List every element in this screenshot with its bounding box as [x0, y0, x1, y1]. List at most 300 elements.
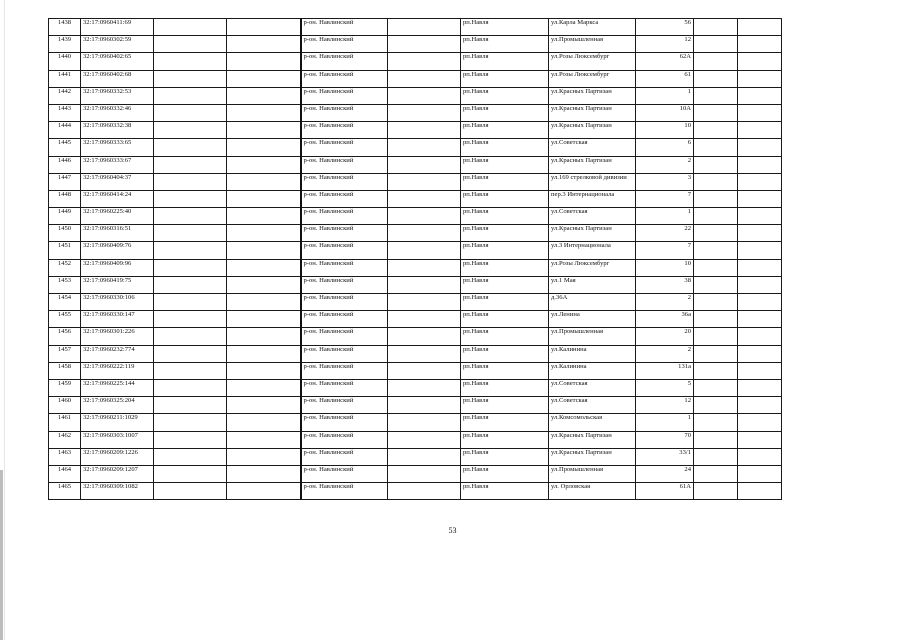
cadastral-number: 32:17:0960209:1207: [81, 465, 154, 482]
row-number: 1456: [49, 328, 81, 345]
house-number: 5: [636, 379, 694, 396]
table-row: [49, 414, 782, 431]
row-number: 1453: [49, 276, 81, 293]
empty-cell: [694, 328, 738, 345]
street: ул.Советская: [549, 397, 636, 414]
district: р-он. Навлинский: [301, 87, 388, 104]
street: пер.3 Интернационала: [549, 190, 636, 207]
row-number: 1459: [49, 379, 81, 396]
empty-cell: [694, 259, 738, 276]
empty-cell: [388, 242, 461, 259]
house-number: 56: [636, 19, 694, 36]
row-number: 1461: [49, 414, 81, 431]
row-number: 1457: [49, 345, 81, 362]
district: р-он. Навлинский: [301, 414, 388, 431]
cadastral-number: 32:17:0960225:144: [81, 379, 154, 396]
empty-cell: [227, 483, 301, 500]
house-number: 2: [636, 294, 694, 311]
table-row: [49, 465, 782, 482]
cadastral-number: 32:17:0960332:46: [81, 104, 154, 121]
empty-cell: [388, 19, 461, 36]
house-number: 3: [636, 173, 694, 190]
cadastral-number: 32:17:0960402:68: [81, 70, 154, 87]
row-number: 1446: [49, 156, 81, 173]
empty-cell: [154, 397, 227, 414]
empty-cell: [694, 53, 738, 70]
empty-cell: [388, 53, 461, 70]
empty-cell: [694, 345, 738, 362]
settlement: рп.Навля: [461, 397, 549, 414]
house-number: 1: [636, 87, 694, 104]
row-number: 1448: [49, 190, 81, 207]
empty-cell: [738, 414, 782, 431]
empty-cell: [738, 225, 782, 242]
settlement: рп.Навля: [461, 294, 549, 311]
house-number: 10: [636, 122, 694, 139]
street: ул.Калинина: [549, 345, 636, 362]
cadastral-number: 32:17:0960409:76: [81, 242, 154, 259]
street: ул.Советская: [549, 379, 636, 396]
table-row: [49, 19, 782, 36]
empty-cell: [694, 122, 738, 139]
settlement: рп.Навля: [461, 36, 549, 53]
cadastral-number: 32:17:0960232:774: [81, 345, 154, 362]
cadastral-number: 32:17:0960332:53: [81, 87, 154, 104]
row-number: 1455: [49, 311, 81, 328]
settlement: рп.Навля: [461, 70, 549, 87]
street: ул.Красных Партизан: [549, 156, 636, 173]
cadastral-number: 32:17:0960411:69: [81, 19, 154, 36]
empty-cell: [738, 311, 782, 328]
empty-cell: [227, 225, 301, 242]
district: р-он. Навлинский: [301, 225, 388, 242]
empty-cell: [694, 173, 738, 190]
empty-cell: [738, 70, 782, 87]
settlement: рп.Навля: [461, 431, 549, 448]
empty-cell: [738, 19, 782, 36]
district: р-он. Навлинский: [301, 465, 388, 482]
district: р-он. Навлинский: [301, 397, 388, 414]
house-number: 36а: [636, 311, 694, 328]
settlement: рп.Навля: [461, 379, 549, 396]
row-number: 1463: [49, 448, 81, 465]
empty-cell: [154, 259, 227, 276]
table-row: [49, 362, 782, 379]
street: ул.Красных Партизан: [549, 104, 636, 121]
table-row: [49, 87, 782, 104]
house-number: 2: [636, 156, 694, 173]
empty-cell: [738, 122, 782, 139]
empty-cell: [154, 328, 227, 345]
empty-cell: [154, 139, 227, 156]
empty-cell: [388, 362, 461, 379]
row-number: 1460: [49, 397, 81, 414]
street: ул.3 Интернационала: [549, 242, 636, 259]
street: ул. Орловская: [549, 483, 636, 500]
table-row: [49, 156, 782, 173]
empty-cell: [227, 465, 301, 482]
empty-cell: [227, 362, 301, 379]
house-number: 61: [636, 70, 694, 87]
cadastral-number: 32:17:0960330:106: [81, 294, 154, 311]
empty-cell: [694, 208, 738, 225]
empty-cell: [227, 36, 301, 53]
district: р-он. Навлинский: [301, 328, 388, 345]
settlement: рп.Навля: [461, 259, 549, 276]
empty-cell: [388, 122, 461, 139]
table-row: [49, 294, 782, 311]
empty-cell: [388, 87, 461, 104]
empty-cell: [694, 311, 738, 328]
settlement: рп.Навля: [461, 53, 549, 70]
empty-cell: [388, 379, 461, 396]
empty-cell: [388, 483, 461, 500]
settlement: рп.Навля: [461, 276, 549, 293]
settlement: рп.Навля: [461, 362, 549, 379]
empty-cell: [738, 448, 782, 465]
empty-cell: [738, 276, 782, 293]
empty-cell: [738, 242, 782, 259]
house-number: 10А: [636, 104, 694, 121]
district: р-он. Навлинский: [301, 431, 388, 448]
street: ул.Красных Партизан: [549, 431, 636, 448]
district: р-он. Навлинский: [301, 190, 388, 207]
empty-cell: [388, 36, 461, 53]
table-row: [49, 242, 782, 259]
house-number: 1: [636, 414, 694, 431]
empty-cell: [738, 208, 782, 225]
cadastral-number: 32:17:0960419:75: [81, 276, 154, 293]
house-number: 1: [636, 208, 694, 225]
table-row: [49, 311, 782, 328]
house-number: 12: [636, 36, 694, 53]
empty-cell: [388, 276, 461, 293]
settlement: рп.Навля: [461, 190, 549, 207]
district: р-он. Навлинский: [301, 104, 388, 121]
settlement: рп.Навля: [461, 122, 549, 139]
empty-cell: [154, 448, 227, 465]
house-number: 2: [636, 345, 694, 362]
empty-cell: [388, 311, 461, 328]
settlement: рп.Навля: [461, 311, 549, 328]
settlement: рп.Навля: [461, 483, 549, 500]
row-number: 1443: [49, 104, 81, 121]
empty-cell: [154, 122, 227, 139]
empty-cell: [154, 483, 227, 500]
district: р-он. Навлинский: [301, 379, 388, 396]
street: ул.Красных Партизан: [549, 225, 636, 242]
table-row: [49, 122, 782, 139]
row-number: 1441: [49, 70, 81, 87]
empty-cell: [738, 431, 782, 448]
district: р-он. Навлинский: [301, 173, 388, 190]
row-number: 1439: [49, 36, 81, 53]
empty-cell: [388, 345, 461, 362]
empty-cell: [738, 465, 782, 482]
street: ул.Советская: [549, 208, 636, 225]
settlement: рп.Навля: [461, 173, 549, 190]
row-number: 1447: [49, 173, 81, 190]
district: р-он. Навлинский: [301, 448, 388, 465]
settlement: рп.Навля: [461, 448, 549, 465]
house-number: 7: [636, 242, 694, 259]
row-number: 1454: [49, 294, 81, 311]
house-number: 33/1: [636, 448, 694, 465]
settlement: рп.Навля: [461, 87, 549, 104]
settlement: рп.Навля: [461, 208, 549, 225]
empty-cell: [388, 225, 461, 242]
row-number: 1464: [49, 465, 81, 482]
district: р-он. Навлинский: [301, 294, 388, 311]
empty-cell: [227, 294, 301, 311]
empty-cell: [154, 362, 227, 379]
empty-cell: [154, 311, 227, 328]
settlement: рп.Навля: [461, 139, 549, 156]
cadastral-number: 32:17:0960332:38: [81, 122, 154, 139]
empty-cell: [154, 53, 227, 70]
street: ул.Карла Маркса: [549, 19, 636, 36]
empty-cell: [694, 87, 738, 104]
district: р-он. Навлинский: [301, 156, 388, 173]
street: ул.Промышленная: [549, 328, 636, 345]
empty-cell: [227, 173, 301, 190]
street: д.36А: [549, 294, 636, 311]
street: ул.169 стрелковой дивизии: [549, 173, 636, 190]
empty-cell: [388, 70, 461, 87]
district: р-он. Навлинский: [301, 36, 388, 53]
row-number: 1442: [49, 87, 81, 104]
empty-cell: [227, 397, 301, 414]
district: р-он. Навлинский: [301, 53, 388, 70]
empty-cell: [738, 139, 782, 156]
empty-cell: [694, 397, 738, 414]
empty-cell: [738, 483, 782, 500]
empty-cell: [227, 19, 301, 36]
empty-cell: [388, 190, 461, 207]
empty-cell: [694, 36, 738, 53]
empty-cell: [154, 36, 227, 53]
settlement: рп.Навля: [461, 19, 549, 36]
cadastral-number: 32:17:0960225:40: [81, 208, 154, 225]
table-row: [49, 379, 782, 396]
empty-cell: [694, 70, 738, 87]
district: р-он. Навлинский: [301, 19, 388, 36]
empty-cell: [738, 379, 782, 396]
settlement: рп.Навля: [461, 104, 549, 121]
empty-cell: [388, 448, 461, 465]
settlement: рп.Навля: [461, 328, 549, 345]
house-number: 10: [636, 259, 694, 276]
settlement: рп.Навля: [461, 242, 549, 259]
empty-cell: [154, 242, 227, 259]
empty-cell: [154, 19, 227, 36]
table-row: [49, 36, 782, 53]
row-number: 1452: [49, 259, 81, 276]
empty-cell: [154, 465, 227, 482]
empty-cell: [227, 190, 301, 207]
street: ул.Советская: [549, 139, 636, 156]
empty-cell: [227, 87, 301, 104]
empty-cell: [388, 104, 461, 121]
cadastral-number: 32:17:0960301:226: [81, 328, 154, 345]
empty-cell: [227, 53, 301, 70]
empty-cell: [154, 104, 227, 121]
empty-cell: [738, 328, 782, 345]
empty-cell: [388, 173, 461, 190]
empty-cell: [738, 397, 782, 414]
empty-cell: [227, 156, 301, 173]
empty-cell: [227, 414, 301, 431]
scan-shadow: [0, 470, 3, 640]
empty-cell: [227, 345, 301, 362]
empty-cell: [738, 87, 782, 104]
cadastral-number: 32:17:0960333:67: [81, 156, 154, 173]
table-row: [49, 70, 782, 87]
empty-cell: [388, 259, 461, 276]
street: ул.Ленина: [549, 311, 636, 328]
cadastral-number: 32:17:0960325:204: [81, 397, 154, 414]
house-number: 12: [636, 397, 694, 414]
empty-cell: [154, 156, 227, 173]
empty-cell: [694, 362, 738, 379]
street: ул.1 Мая: [549, 276, 636, 293]
row-number: 1450: [49, 225, 81, 242]
district: р-он. Навлинский: [301, 345, 388, 362]
district: р-он. Навлинский: [301, 70, 388, 87]
empty-cell: [694, 190, 738, 207]
empty-cell: [154, 173, 227, 190]
empty-cell: [227, 311, 301, 328]
settlement: рп.Навля: [461, 156, 549, 173]
table-row: [49, 483, 782, 500]
cadastral-number: 32:17:0960316:51: [81, 225, 154, 242]
house-number: 22: [636, 225, 694, 242]
cadastral-number: 32:17:0960330:147: [81, 311, 154, 328]
empty-cell: [738, 36, 782, 53]
district: р-он. Навлинский: [301, 311, 388, 328]
empty-cell: [694, 139, 738, 156]
district: р-он. Навлинский: [301, 276, 388, 293]
settlement: рп.Навля: [461, 465, 549, 482]
empty-cell: [227, 70, 301, 87]
empty-cell: [154, 87, 227, 104]
house-number: 61А: [636, 483, 694, 500]
page-number: 53: [448, 526, 457, 535]
cadastral-number: 32:17:0960209:1226: [81, 448, 154, 465]
empty-cell: [154, 414, 227, 431]
empty-cell: [227, 259, 301, 276]
table-row: [49, 208, 782, 225]
empty-cell: [227, 104, 301, 121]
empty-cell: [227, 242, 301, 259]
row-number: 1445: [49, 139, 81, 156]
cadastral-number: 32:17:0960309:1082: [81, 483, 154, 500]
row-number: 1449: [49, 208, 81, 225]
empty-cell: [388, 208, 461, 225]
empty-cell: [388, 431, 461, 448]
empty-cell: [694, 19, 738, 36]
row-number: 1438: [49, 19, 81, 36]
empty-cell: [694, 465, 738, 482]
empty-cell: [227, 448, 301, 465]
house-number: 7: [636, 190, 694, 207]
cadastral-number: 32:17:0960409:96: [81, 259, 154, 276]
table-row: [49, 104, 782, 121]
district: р-он. Навлинский: [301, 122, 388, 139]
empty-cell: [388, 465, 461, 482]
table-row: [49, 397, 782, 414]
registry-table: [48, 18, 782, 500]
empty-cell: [738, 362, 782, 379]
table-row: [49, 448, 782, 465]
district: р-он. Навлинский: [301, 483, 388, 500]
street: ул.Красных Партизан: [549, 122, 636, 139]
empty-cell: [738, 173, 782, 190]
scan-edge: [4, 0, 5, 640]
empty-cell: [694, 104, 738, 121]
table-row: [49, 276, 782, 293]
empty-cell: [227, 139, 301, 156]
empty-cell: [227, 328, 301, 345]
empty-cell: [388, 139, 461, 156]
empty-cell: [154, 345, 227, 362]
settlement: рп.Навля: [461, 414, 549, 431]
row-number: 1444: [49, 122, 81, 139]
district: р-он. Навлинский: [301, 242, 388, 259]
cadastral-number: 32:17:0960222:119: [81, 362, 154, 379]
empty-cell: [388, 156, 461, 173]
house-number: 38: [636, 276, 694, 293]
empty-cell: [227, 276, 301, 293]
row-number: 1465: [49, 483, 81, 500]
empty-cell: [388, 397, 461, 414]
district: р-он. Навлинский: [301, 362, 388, 379]
empty-cell: [694, 483, 738, 500]
table-row: [49, 431, 782, 448]
street: ул.Промышленная: [549, 36, 636, 53]
house-number: 70: [636, 431, 694, 448]
empty-cell: [694, 242, 738, 259]
cadastral-number: 32:17:0960404:37: [81, 173, 154, 190]
settlement: рп.Навля: [461, 345, 549, 362]
empty-cell: [694, 276, 738, 293]
cadastral-number: 32:17:0960402:65: [81, 53, 154, 70]
empty-cell: [738, 259, 782, 276]
empty-cell: [738, 53, 782, 70]
empty-cell: [694, 431, 738, 448]
row-number: 1462: [49, 431, 81, 448]
settlement: рп.Навля: [461, 225, 549, 242]
empty-cell: [694, 225, 738, 242]
empty-cell: [227, 431, 301, 448]
street: ул.Розы Люксембург: [549, 70, 636, 87]
street: ул.Красных Партизан: [549, 87, 636, 104]
empty-cell: [738, 190, 782, 207]
house-number: 6: [636, 139, 694, 156]
table-row: [49, 328, 782, 345]
empty-cell: [154, 276, 227, 293]
empty-cell: [154, 225, 227, 242]
house-number: 62А: [636, 53, 694, 70]
empty-cell: [154, 208, 227, 225]
empty-cell: [227, 379, 301, 396]
district: р-он. Навлинский: [301, 208, 388, 225]
empty-cell: [694, 448, 738, 465]
empty-cell: [388, 328, 461, 345]
empty-cell: [154, 70, 227, 87]
row-number: 1451: [49, 242, 81, 259]
empty-cell: [154, 431, 227, 448]
